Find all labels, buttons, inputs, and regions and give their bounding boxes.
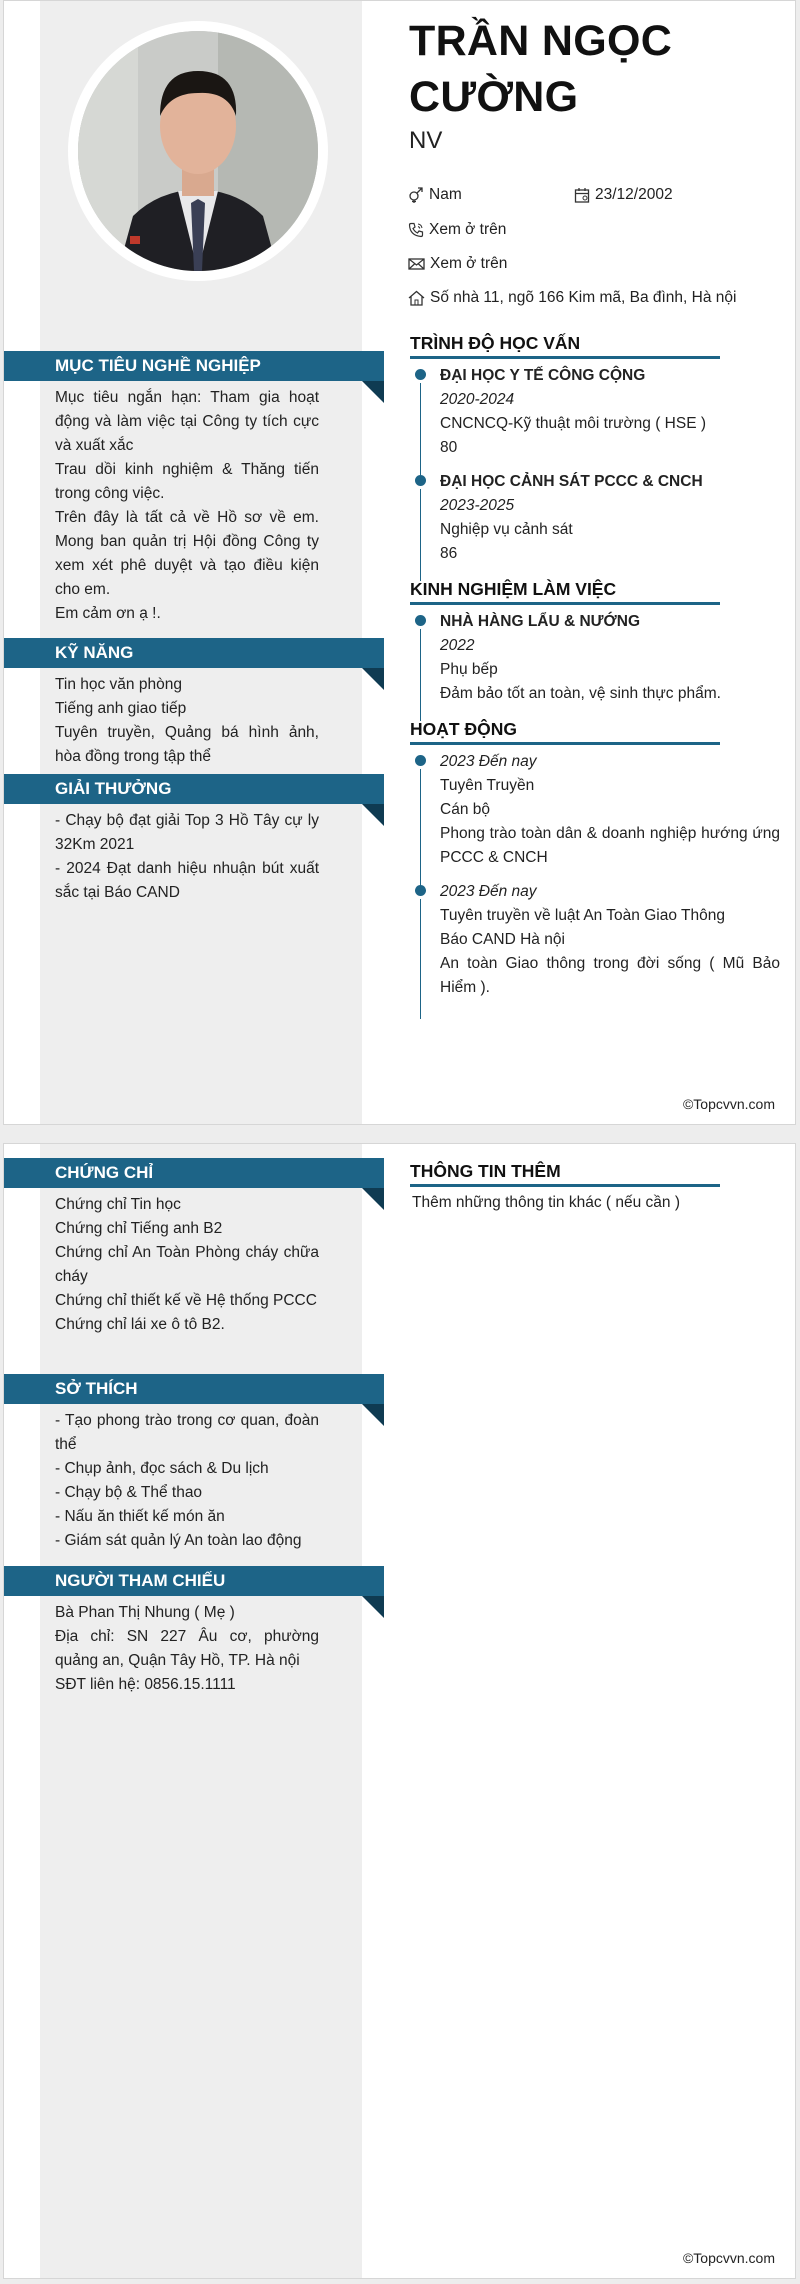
education-time: 2020-2024 — [440, 391, 515, 408]
activity-time: 2023 Đến nay — [440, 883, 537, 900]
avatar — [68, 21, 328, 281]
certificates-text: Chứng chỉ Tin học Chứng chỉ Tiếng anh B2 Chứng chỉ An Toàn Phòng cháy chữa cháy Chứng chỉ thiết kế về Hệ thống PCCC Chứng chỉ lái xe ô tô B2. — [55, 1196, 319, 1333]
dob-info — [574, 186, 673, 204]
activity-role: Báo CAND Hà nội — [440, 931, 565, 948]
activity-item — [440, 880, 780, 1000]
more-info-text: Thêm những thông tin khác ( nếu cần ) — [412, 1194, 681, 1211]
email-value: Xem ở trên — [430, 255, 508, 272]
education-score: 80 — [440, 439, 458, 456]
activities-heading: HOẠT ĐỘNG — [410, 719, 720, 745]
full-name: TRẦN NGỌC CƯỜNG — [409, 17, 673, 121]
certificates-heading: CHỨNG CHỈ — [4, 1158, 384, 1188]
cv-page-2 — [3, 1143, 796, 2279]
footer-brand: ©Topcvvn.com — [682, 1096, 775, 1112]
more-info-heading: THÔNG TIN THÊM — [410, 1161, 720, 1187]
address-value: Số nhà 11, ngõ 166 Kim mã, Ba đình, Hà nội — [430, 289, 737, 306]
dob-value: 23/12/2002 — [595, 186, 673, 203]
references-text: Bà Phan Thị Nhung ( Mẹ ) Địa chỉ: SN 227 Âu cơ, phường quảng an, Quận Tây Hồ, TP. Hà nội SĐT liên hệ: 0856.15.1111 — [55, 1604, 319, 1693]
references-heading: NGƯỜI THAM CHIẾU — [4, 1566, 384, 1596]
education-heading: TRÌNH ĐỘ HỌC VẤN — [410, 333, 720, 359]
school-name: ĐẠI HỌC Y TẾ CÔNG CỘNG — [440, 367, 646, 384]
education-major: CNCNCQ-Kỹ thuật môi trường ( HSE ) — [440, 415, 707, 432]
activity-role: Cán bộ — [440, 801, 490, 818]
activity-desc: Phong trào toàn dân & doanh nghiệp hướng ứng PCCC & CNCH — [440, 825, 780, 866]
school-name: ĐẠI HỌC CẢNH SÁT PCCC & CNCH — [440, 473, 703, 490]
activity-time: 2023 Đến nay — [440, 753, 537, 770]
gender-value: Nam — [429, 186, 462, 203]
skills-heading: KỸ NĂNG — [4, 638, 384, 668]
cv-page-1 — [3, 0, 796, 1125]
experience-item — [440, 610, 780, 706]
address-info — [408, 289, 736, 307]
education-major: Nghiệp vụ cảnh sát — [440, 521, 573, 538]
home-icon — [408, 290, 425, 306]
activity-org: Tuyên truyền về luật An Toàn Giao Thông — [440, 907, 725, 924]
awards-heading: GIẢI THƯỞNG — [4, 774, 384, 804]
objective-heading: MỤC TIÊU NGHỀ NGHIỆP — [4, 351, 384, 381]
activity-org: Tuyên Truyền — [440, 777, 535, 794]
experience-heading: KINH NGHIỆM LÀM VIỆC — [410, 579, 720, 605]
education-item — [440, 364, 780, 460]
email-info — [408, 255, 507, 273]
phone-value: Xem ở trên — [429, 221, 507, 238]
email-icon — [408, 257, 425, 271]
gender-icon — [408, 187, 424, 203]
experience-time: 2022 — [440, 637, 475, 654]
experience-desc: Đảm bảo tốt an toàn, vệ sinh thực phẩm. — [440, 685, 721, 702]
education-time: 2023-2025 — [440, 497, 515, 514]
education-item — [440, 470, 780, 566]
job-position: NV — [409, 127, 443, 154]
company-name: NHÀ HÀNG LẨU & NƯỚNG — [440, 613, 641, 630]
skills-text: Tin học văn phòng Tiếng anh giao tiếp Tuyên truyền, Quảng bá hình ảnh, hòa đồng trong tập thể — [55, 676, 319, 765]
profile-photo — [78, 31, 318, 271]
hobbies-heading: SỞ THÍCH — [4, 1374, 384, 1404]
objective-text: Mục tiêu ngắn hạn: Tham gia hoạt động và làm việc tại Công ty tích cực và xuất xắc Trau dồi kinh nghiệm & Thăng tiến trong công việc. Trên đây là tất cả về Hồ sơ về em. Mong ban quản trị Hội đồng Công ty xem xét phê duyệt và tạo điều kiện cho em. Em cảm ơn ạ !. — [55, 389, 319, 622]
gender-info — [408, 186, 462, 204]
awards-text: - Chạy bộ đạt giải Top 3 Hồ Tây cự ly 32Km 2021 - 2024 Đạt danh hiệu nhuận bút xuất sắc tại Báo CAND — [55, 812, 319, 901]
phone-info — [408, 221, 506, 239]
phone-icon — [408, 222, 424, 238]
experience-role: Phụ bếp — [440, 661, 498, 678]
footer-brand: ©Topcvvn.com — [682, 2250, 775, 2266]
activity-desc: An toàn Giao thông trong đời sống ( Mũ Bảo Hiểm ). — [440, 955, 780, 996]
education-score: 86 — [440, 545, 458, 562]
calendar-icon — [574, 187, 590, 203]
activity-item — [440, 750, 780, 870]
hobbies-text: - Tạo phong trào trong cơ quan, đoàn thể - Chụp ảnh, đọc sách & Du lịch - Chạy bộ & Thể thao - Nấu ăn thiết kế món ăn - Giám sát quản lý An toàn lao động — [55, 1412, 319, 1549]
